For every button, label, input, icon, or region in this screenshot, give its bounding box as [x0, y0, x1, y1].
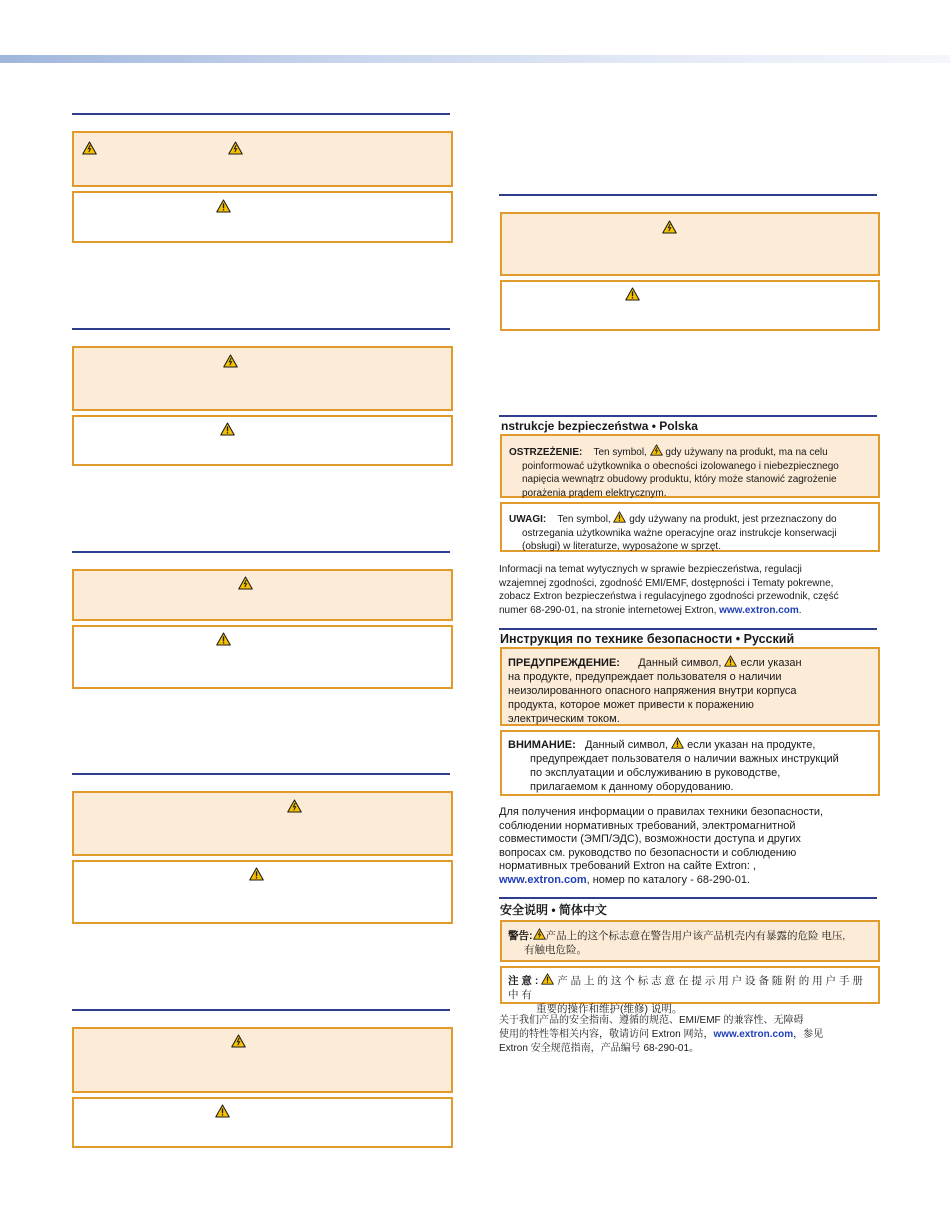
electric-warning-icon — [231, 1034, 246, 1048]
caution-icon — [671, 737, 684, 749]
caution-label: ВНИМАНИЕ: — [508, 739, 576, 751]
electric-warning-icon — [533, 928, 546, 940]
warning-text-russian: ПРЕДУПРЕЖДЕНИЕ: Данный символ, если указан на продукте, предупреждает пользователя о наличии неизолированного опасного напряжения внутри корпуса продукта, которое может привести к поражению электрическим током. — [508, 657, 802, 725]
info-paragraph-polish: Informacji na temat wytycznych w sprawie bezpieczeństwa, regulacji wzajemnej zgodności, zgodność EMI/EMF, dostępności i Tematy pokrewne, zobacz Extron bezpieczeństwa i regulacyjnego zgodności przewodnik, część numer 68-290-01, na stronie internetowej Extron, www.extron.com. — [499, 564, 839, 616]
info-paragraph-russian: Для получения информации о правилах техники безопасности, соблюдении нормативных требований, электромагнитной совместимости (ЭМП/ЭДС), возможности доступа и других вопросах см. руководство по безопасности и соблюдению нормативных требований Extron на сайте Extron: , www.extron.com, номер по каталогу - 68-290-01. — [499, 806, 824, 886]
extron-link[interactable]: www.extron.com — [719, 604, 799, 616]
electric-warning-icon — [238, 576, 253, 590]
warning-label: OSTRZEŻENIE: — [509, 447, 583, 458]
electric-warning-icon — [287, 799, 302, 813]
caution-icon — [613, 511, 626, 523]
electric-warning-icon — [662, 220, 677, 234]
section-rule — [72, 328, 450, 330]
caution-box — [500, 280, 880, 331]
caution-label: 注 意 : — [508, 975, 539, 987]
electric-warning-icon — [228, 141, 243, 155]
warning-box — [500, 212, 880, 276]
electric-warning-icon — [223, 354, 238, 368]
caution-box — [72, 191, 453, 243]
caution-icon — [216, 199, 231, 213]
section-rule — [72, 113, 450, 115]
caution-box — [72, 625, 453, 689]
caution-icon — [216, 632, 231, 646]
caution-icon — [541, 973, 554, 985]
warning-label: ПРЕДУПРЕЖДЕНИЕ: — [508, 657, 620, 669]
section-rule — [72, 1009, 450, 1011]
caution-text-chinese: 注 意 : 产 品 上 的 这 个 标 志 意 在 提 示 用 户 设 备 随 附 的 用 户 手 册 中 有 重要的操作和维护(维修) 说明。 — [508, 975, 863, 1015]
section-rule — [72, 773, 450, 775]
section-rule — [499, 628, 877, 630]
warning-box-russian — [500, 647, 880, 726]
warning-box — [72, 131, 453, 187]
warning-box — [72, 346, 453, 411]
section-rule — [72, 551, 450, 553]
warning-box — [72, 569, 453, 621]
caution-icon — [724, 655, 737, 667]
warning-box-chinese — [500, 920, 880, 962]
section-title-russian: Инструкция по технике безопасности • Русский — [500, 632, 795, 646]
section-rule — [499, 194, 877, 196]
warning-text-polish: OSTRZEŻENIE: Ten symbol, gdy używany na produkt, ma na celu poinformować użytkownika o obecności izolowanego i niebezpiecznego napięcia wewnątrz obudowy produktu, który może stanowić zagrożenie porażenia prądem elektrycznym. — [509, 444, 875, 500]
caution-text-polish: UWAGI: Ten symbol, gdy używany na produkt, jest przeznaczony do ostrzegania użytkownika ważne operacyjne oraz instrukcje konserwacji (obsługi) w literaturze, wyposażone w sprzęt. — [509, 511, 875, 554]
section-rule — [499, 897, 877, 899]
caution-box — [72, 415, 453, 466]
warning-box — [72, 1027, 453, 1093]
caution-icon — [215, 1104, 230, 1118]
info-paragraph-chinese: 关于我们产品的安全指南、遵循的规范、EMI/EMF 的兼容性、无障碍 使用的特性等相关内容，敬请访问 Extron 网站，www.extron.com，参见 Extron 安全规范指南，产品编号 68-290-01。 — [499, 1015, 824, 1054]
extron-link[interactable]: www.extron.com — [499, 873, 587, 886]
warning-label: 警告: — [508, 930, 533, 942]
caution-box-chinese — [500, 966, 880, 1015]
electric-warning-icon — [82, 141, 97, 155]
warning-box — [72, 791, 453, 856]
caution-icon — [249, 867, 264, 881]
caution-box-russian — [500, 730, 880, 796]
caution-text-russian: ВНИМАНИЕ: Данный символ, если указан на продукте, предупреждает пользователя о наличии важных инструкций по эксплуатации и обслуживанию в руководстве, прилагаемом к данному оборудованию. — [508, 739, 839, 793]
caution-box-polish — [500, 502, 880, 552]
header-gradient-bar — [0, 55, 950, 63]
warning-text-chinese: 警告: 产品上的这个标志意在警告用户该产品机壳内有暴露的危险 电压, 有触电危险。 — [508, 930, 846, 956]
caution-label: UWAGI: — [509, 514, 547, 525]
extron-link[interactable]: www.extron.com — [713, 1029, 794, 1040]
section-title-chinese: 安全说明 • 简体中文 — [500, 903, 607, 917]
caution-box — [72, 1097, 453, 1148]
warning-box-polish — [500, 434, 880, 498]
caution-icon — [220, 422, 235, 436]
section-title-polish: nstrukcje bezpieczeństwa • Polska — [501, 419, 698, 433]
caution-box — [72, 860, 453, 924]
caution-icon — [625, 287, 640, 301]
section-rule — [499, 415, 877, 417]
electric-warning-icon — [650, 444, 663, 456]
